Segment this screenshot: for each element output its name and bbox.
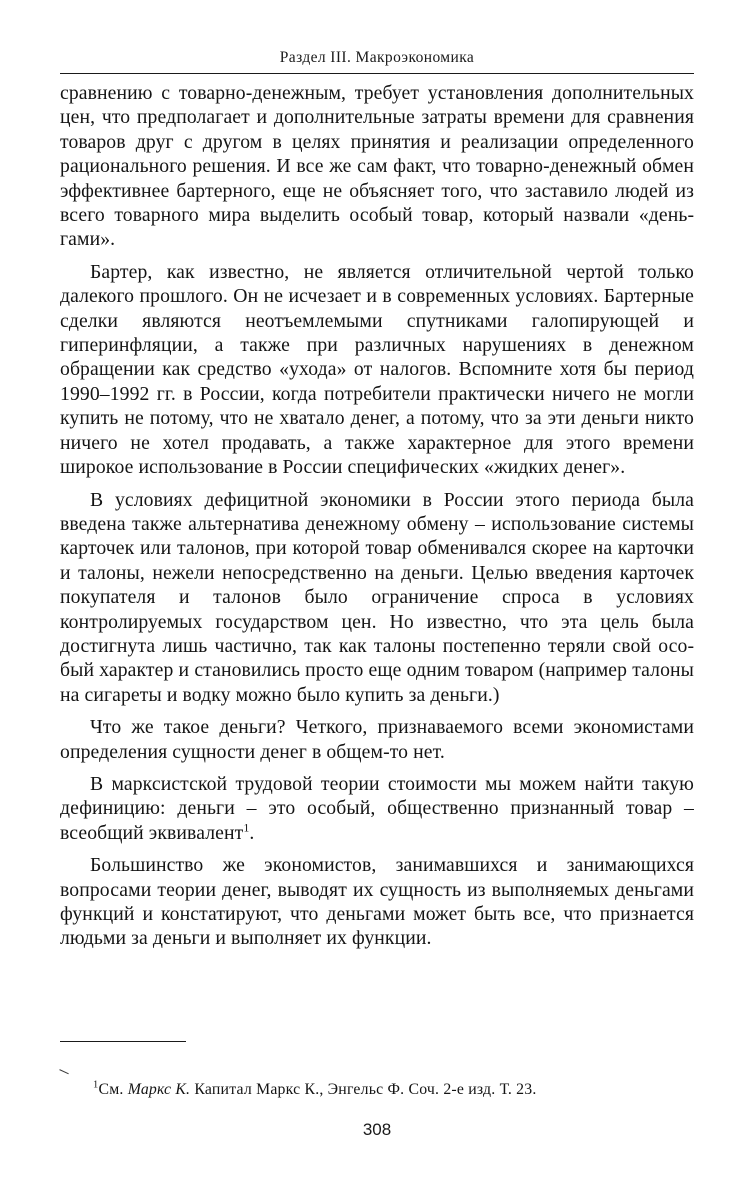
- footnote-author: Маркс К.: [127, 1081, 191, 1098]
- footnote-reference: 1: [243, 820, 250, 835]
- page-number: 308: [362, 1120, 392, 1139]
- footnote-text: Капитал Маркс К., Энгельс Ф. Соч. 2-е изд. Т. 23.: [190, 1081, 537, 1098]
- paragraph-5: [60, 772, 694, 845]
- footnote-mark: [57, 1069, 69, 1079]
- footnote-number: 1: [93, 1079, 99, 1091]
- body-text: [60, 81, 694, 951]
- paragraph-5-text: В марксистской трудовой теории стоимости мы можем найти такую дефиницию: деньги – это особый, общественно признанный товар – всеобщий эквивалент: [60, 772, 694, 844]
- header-rule: [60, 73, 694, 74]
- paragraph-1: сравнению с товарно-денежным, требует установления дополнительных цен, что предполагает и дополнительные затраты времени для сравнения товаров друг с другом в целях принятия и реализации определенного рационального решения. И все же сам факт, что товарно-денежный обмен эффективнее бартерного, еще не объясняет того, что заставило людей из всего товарного мира выделить особый товар, который назвали «деньгами».: [60, 82, 694, 251]
- paragraph-5-end: .: [249, 821, 255, 844]
- paragraph-4: Что же такое деньги? Четкого, признаваемого всеми экономистами определения сущности денег в общем-то нет.: [60, 716, 694, 763]
- paragraph-2: Бартер, как известно, не является отличительной чертой только далекого прошлого. Он не исчезает и в современных условиях. Бартерные сделки являются неотъемлемыми спутниками галопирующей и гиперинфляции, а также при различных нарушениях в денежном обращении как средство «ухода» от налогов. Вспомните хотя бы период 1990–1992 гг. в России, когда потребители практически ничего не могли купить не потому, что не хватало денег, а потому, что за эти деньги никто ничего не хотел продавать, а также характерное для этого времени широкое использование в России специфических «жидких денег».: [60, 260, 694, 479]
- footnote: [93, 1080, 693, 1100]
- paragraph-6: Большинство же экономистов, занимавшихся и занимающихся вопросами теории денег, выводят их сущность из выполняемых деньгами функций и констатируют, что деньгами может быть все, что признается людьми за деньги и выполняет их функции.: [60, 854, 694, 950]
- footnote-prefix: См.: [98, 1081, 128, 1098]
- paragraph-3: В условиях дефицитной экономики в России этого периода была введена также альтернатива денежному обмену – использование системы карточек или талонов, при которой товар обменивался скорее на карточки и талоны, нежели непосредственно на деньги. Целью введения карточек покупателя и талонов было ограничение спроса в условиях контролируемых государством цен. Но известно, что эта цель была достигнута лишь частично, так как талоны постепенно теряли свой особый характер и становились просто еще одним товаром (например талоны на сигареты и водку можно было купить за деньги.): [60, 488, 694, 706]
- footnote-rule: [60, 1041, 186, 1042]
- running-head: Раздел III. Макроэкономика: [279, 49, 475, 66]
